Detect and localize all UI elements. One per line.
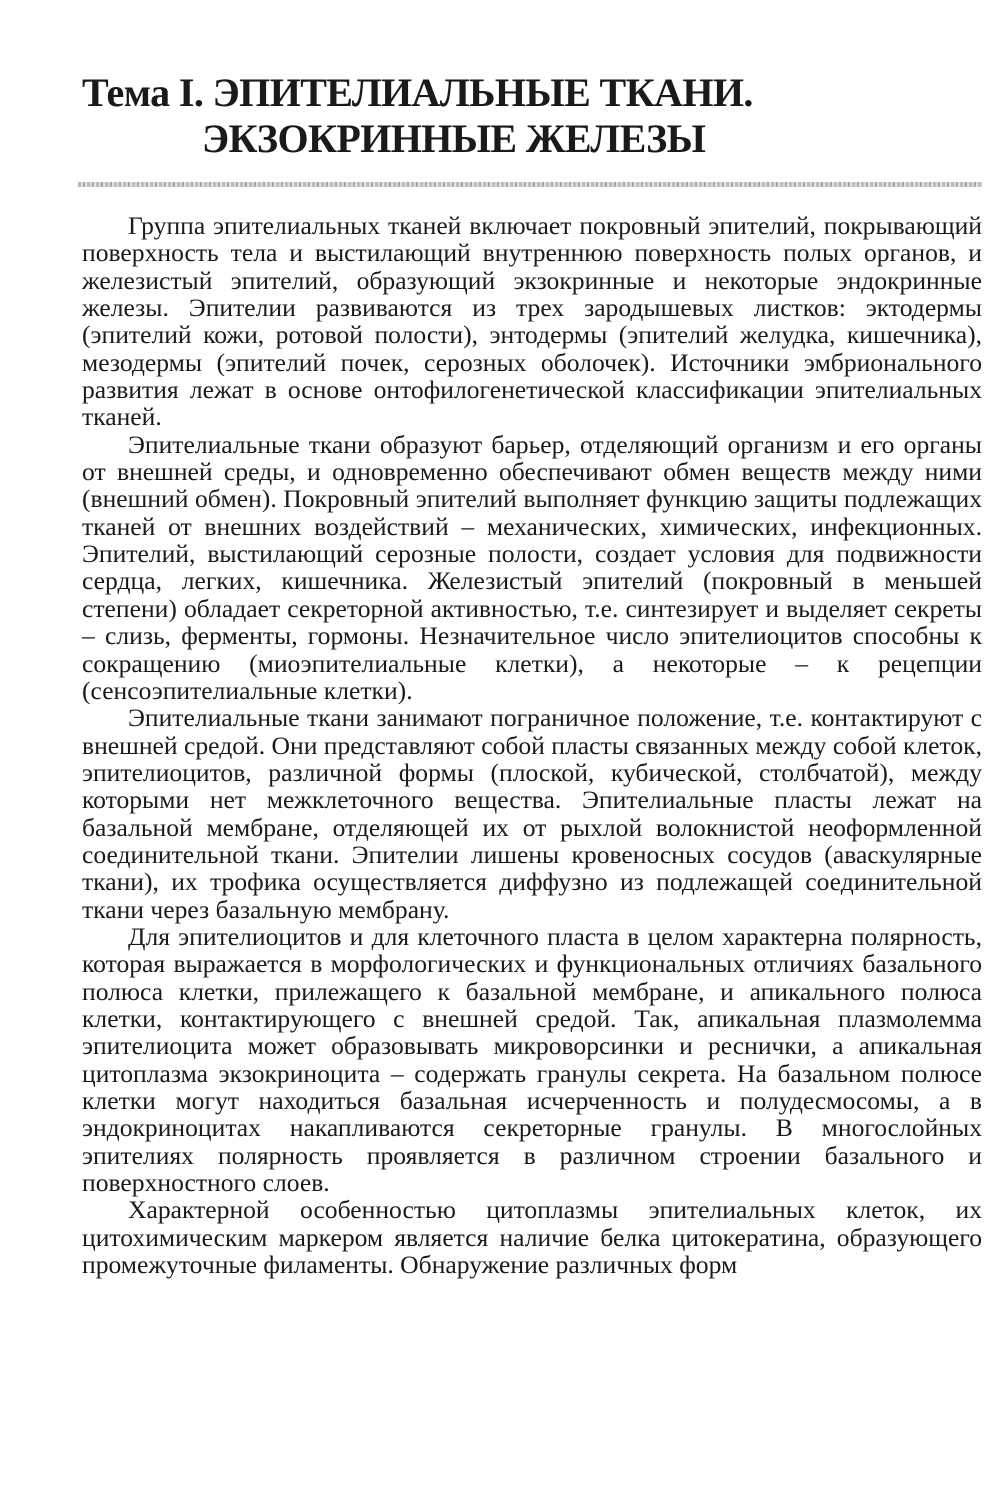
paragraph-1: Группа эпителиальных тканей включает покровный эпителий, покрывающий поверхность тела и выстилающий внутреннюю поверхность полых органов, и железистый эпителий, образующий экзокринные и некоторые эндокринные железы. Эпителии развиваются из трех зародышевых листков: эктодермы (эпителий кожи, ротовой полости), энтодермы (эпителий желудка, кишечника), мезодермы (эпителий почек, серозных оболочек). Источники эмбрионального развития лежат в основе онтофилогенетической классификации эпителиальных тканей. <box>82 211 982 432</box>
chapter-title-line-2: ЭКЗОКРИННЫЕ ЖЕЛЕЗЫ <box>202 116 706 161</box>
chapter-title <box>82 70 982 162</box>
title-divider <box>78 182 982 187</box>
body-text <box>82 212 982 1278</box>
paragraph-4: Для эпителиоцитов и для клеточного пласта в целом характерна полярность, которая выражается в морфологических и функциональных отличиях базального полюса клетки, прилежащего к базальной мембране, и апикального полюса клетки, контактирующего с внешней средой. Так, апикальная плазмолемма эпителиоцита может образовывать микроворсинки и реснички, а апикальная цитоплазма экзокриноцита – содержать гранулы секрета. На базальном полюсе клетки могут находиться базальная исчерченность и полудесмосомы, а в эндокриноцитах накапливаются секреторные гранулы. В многослойных эпителиях полярность проявляется в различном строении базального и поверхностного слоев. <box>82 921 982 1198</box>
chapter-title-line-1: Тема I. ЭПИТЕЛИАЛЬНЫЕ ТКАНИ. <box>82 70 753 115</box>
paragraph-5: Характерной особенностью цитоплазмы эпителиальных клеток, их цитохимическим маркером является наличие белка цитокератина, образующего промежуточные филаменты. Обнаружение различных форм <box>82 1195 982 1280</box>
paragraph-2: Эпителиальные ткани образуют барьер, отделяющий организм и его органы от внешней среды, и одновременно обеспечивают обмен веществ между ними (внешний обмен). Покровный эпителий выполняет функцию защиты подлежащих тканей от внешних воздействий – механических, химических, инфекционных. Эпителий, выстилающий серозные полости, создает условия для подвижности сердца, легких, кишечника. Железистый эпителий (покровный в меньшей степени) обладает секреторной активностью, т.е. синтезирует и выделяет секреты – слизь, ферменты, гормоны. Незначительное число эпителиоцитов способны к сокращению (миоэпителиальные клетки), а некоторые – к рецепции (сенсоэпителиальные клетки). <box>82 429 982 705</box>
paragraph-3: Эпителиальные ткани занимают пограничное положение, т.е. контактируют с внешней средой. Они представляют собой пласты связанных между собой клеток, эпителиоцитов, различной формы (плоской, кубической, столбчатой), между которыми нет межклеточного вещества. Эпителиальные пласты лежат на базальной мембране, отделяющей их от рыхлой волокнистой неоформленной соединительной ткани. Эпителии лишены кровеносных сосудов (аваскулярные ткани), их трофика осуществляется диффузно из подлежащей соединительной ткани через базальную мембрану. <box>82 703 982 924</box>
